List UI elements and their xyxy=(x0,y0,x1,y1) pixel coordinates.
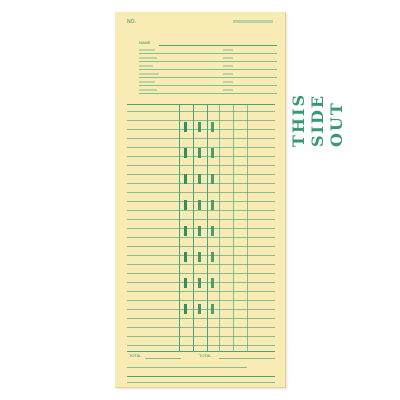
field-line-4 xyxy=(139,77,277,78)
field-line-1 xyxy=(139,53,277,54)
field-line-3 xyxy=(139,69,277,70)
total-left-line xyxy=(145,358,181,359)
card-top-right-text xyxy=(233,20,273,23)
field-line-5 xyxy=(139,85,277,86)
section-top-rule xyxy=(127,104,275,105)
name-label: NAME xyxy=(139,40,151,45)
card-number-label: NO. xyxy=(127,19,136,25)
field-line-2 xyxy=(139,61,277,62)
this-side-out-watermark: THIS SIDE OUT xyxy=(289,92,346,147)
total-right-line xyxy=(219,358,275,359)
section-header-rule xyxy=(127,111,275,112)
signature-line xyxy=(127,376,275,377)
total-right-label: TOTAL xyxy=(199,353,212,358)
footer-line xyxy=(127,382,275,383)
field-line-6 xyxy=(139,93,277,94)
name-line xyxy=(159,45,277,46)
totals-rule xyxy=(127,351,275,352)
time-card xyxy=(115,12,346,388)
note-line xyxy=(127,367,247,368)
total-left-label: TOTAL xyxy=(129,353,142,358)
